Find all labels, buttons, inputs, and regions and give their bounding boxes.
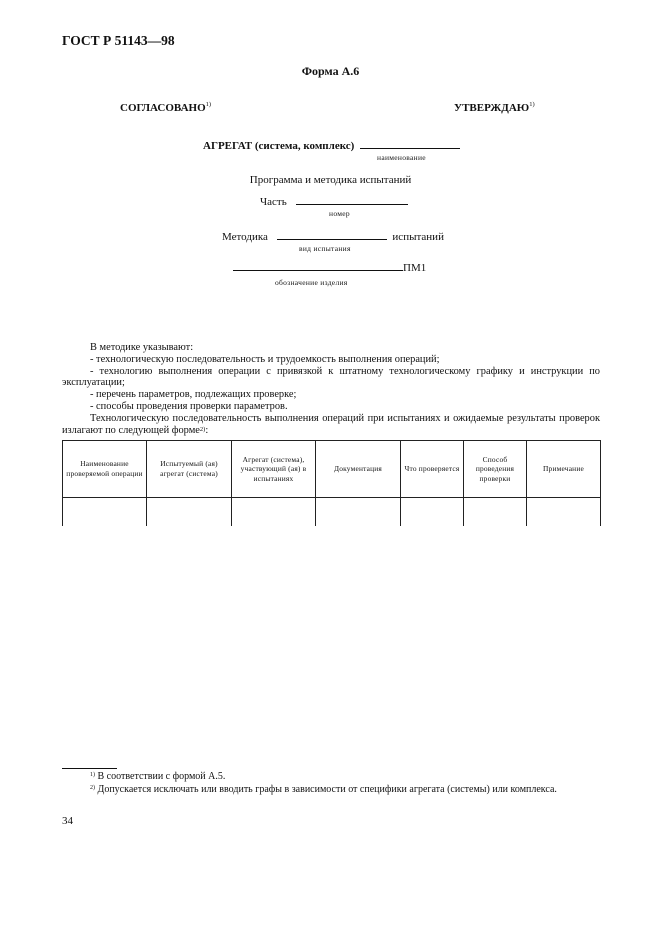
form-title: Форма А.6: [301, 64, 360, 78]
method-suffix: испытаний: [392, 231, 444, 243]
table-row: [63, 498, 601, 527]
operations-table: [62, 440, 601, 526]
footnote-2: [62, 784, 600, 796]
agreed-label: [120, 102, 211, 114]
body-footnote-mark: 2): [199, 425, 206, 433]
column-header: Испытуемый (ая) агрегат (система): [147, 441, 232, 498]
body-paragraph: - технологию выполнения операции с привязкой к штатному технологическому графику и инструкции по эксплуатации;: [62, 365, 600, 389]
body-paragraph-text: Технологическую последовательность выполнения операций при испытаниях и ожидаемые результаты проверок излагают по следующей форме: [62, 412, 600, 436]
pm-caption: обозначение изделия: [275, 278, 348, 287]
method-row: [222, 231, 444, 243]
part-label: Часть: [260, 196, 287, 208]
approve-label: [454, 102, 535, 114]
document-header: ГОСТ Р 51143—98: [62, 33, 175, 48]
product-designation-field[interactable]: [233, 270, 403, 271]
body-paragraph: [62, 413, 600, 437]
footnote-1: [62, 771, 600, 783]
method-label: Методика: [222, 231, 268, 243]
column-header: Способ проведения проверки: [464, 441, 527, 498]
footnote-text: Допускается исключать или вводить графы в зависимости от специфики агрегата (системы) или комплекса.: [97, 784, 557, 795]
page-number: 34: [62, 815, 73, 827]
column-header: Агрегат (система), участвующий (ая) в испытаниях: [232, 441, 316, 498]
body-paragraph-end: :: [205, 424, 209, 436]
footnote-mark: 1): [90, 772, 95, 778]
test-type-field[interactable]: [277, 239, 387, 240]
approve-footnote-mark: 1): [529, 101, 535, 108]
column-header: Документация: [316, 441, 401, 498]
table-cell[interactable]: [63, 498, 147, 527]
agreed-footnote-mark: 1): [205, 101, 212, 108]
unit-label: АГРЕГАТ (система, комплекс): [203, 140, 355, 152]
part-row: [260, 196, 408, 208]
body-paragraph: В методике указывают:: [90, 342, 194, 353]
part-number-field[interactable]: [296, 204, 408, 205]
body-paragraph: - технологическую последовательность и трудоемкость выполнения операций;: [90, 353, 440, 365]
table-cell[interactable]: [527, 498, 601, 527]
unit-name-field[interactable]: [360, 148, 460, 149]
unit-row: [203, 140, 460, 152]
pm-suffix: ПМ1: [403, 262, 427, 274]
table-cell[interactable]: [464, 498, 527, 527]
approve-text: УТВЕРЖДАЮ: [454, 102, 530, 114]
footnote-separator: [62, 768, 117, 769]
table-cell[interactable]: [401, 498, 464, 527]
part-caption: номер: [329, 209, 350, 218]
body-text: [62, 342, 600, 436]
table-cell[interactable]: [316, 498, 401, 527]
table-cell[interactable]: [232, 498, 316, 527]
footnote-text: В соответствии с формой А.5.: [97, 771, 226, 782]
unit-caption: наименование: [377, 153, 426, 162]
column-header: Что проверяется: [401, 441, 464, 498]
program-title: Программа и методика испытаний: [249, 174, 412, 186]
body-paragraph: - перечень параметров, подлежащих проверке;: [90, 389, 297, 401]
column-header: Наименование проверяемой операции: [63, 441, 147, 498]
method-caption: вид испытания: [299, 244, 351, 253]
column-header: Примечание: [527, 441, 601, 498]
table-cell[interactable]: [147, 498, 232, 527]
agreed-text: СОГЛАСОВАНО: [120, 102, 206, 114]
body-paragraph: - способы проведения проверки параметров.: [90, 400, 288, 412]
footnote-mark: 2): [90, 785, 95, 791]
table-header-row: [63, 441, 601, 498]
pm-row: [233, 262, 426, 274]
